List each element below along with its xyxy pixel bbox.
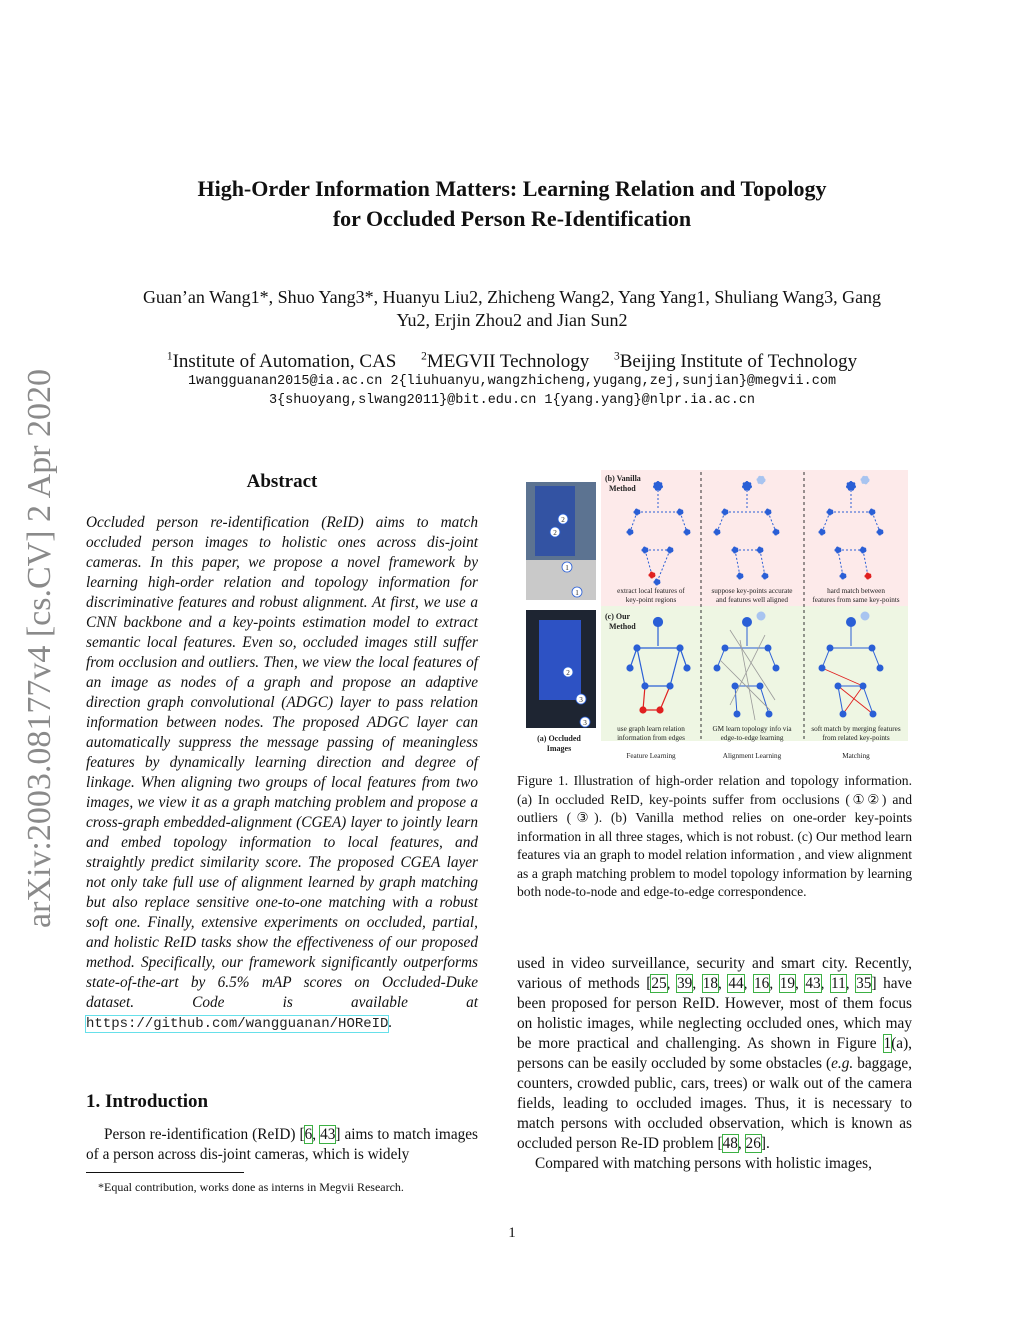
figure-ref-link[interactable]: 1 <box>883 1035 892 1052</box>
caption-b-3-2: features from same key-points <box>812 596 900 604</box>
caption-c-1: use graph learn relation <box>617 725 685 733</box>
abstract-body <box>86 513 478 1034</box>
citation-link[interactable]: 43 <box>805 975 821 992</box>
caption-b-3: hard match between <box>827 587 885 595</box>
panel-b-label-2: Method <box>609 484 636 493</box>
caption-b-2: suppose key-points accurate <box>711 587 793 595</box>
arxiv-id: arXiv:2003.08177v4 [cs.CV] 2 Apr 2020 <box>21 368 58 928</box>
stage-label-matching: Matching <box>842 752 870 760</box>
citation-link[interactable]: 26 <box>745 1135 761 1152</box>
paragraph: used in video surveillance, security and smart city. Recently, various of methods [25, 39, 18, 44, 16, 19, 43, 11, 35] have been proposed for person ReID. However, most of them focus on holistic images, while neglecting occluded ones, which may be more practical and challenging. As shown in Figure 1(a), persons can be easily occluded by some obstacles (e.g. baggage, counters, crowded public, cars, trees) or walk out of the camera fields, leading to occluded images. Thus, it is necessary to match persons with occluded observation, which is known as occluded person Re-ID problem [48, 26]. <box>517 955 912 1152</box>
svg-text:2: 2 <box>553 529 557 537</box>
svg-text:3: 3 <box>583 719 587 727</box>
code-link[interactable]: https://github.com/wangguanan/HOReID <box>86 1016 389 1032</box>
paper-title <box>0 174 1024 234</box>
caption-c-2: GM learn topology info via <box>712 725 792 733</box>
svg-text:2: 2 <box>566 669 570 677</box>
section-heading-introduction: 1. Introduction <box>86 1091 209 1112</box>
caption-c-3-2: from related key-points <box>822 734 890 742</box>
citation-link[interactable]: 44 <box>728 975 744 992</box>
caption-c-3: soft match by merging features <box>811 725 901 733</box>
panel-a-label: (a) Occluded <box>537 734 581 743</box>
panel-c-background <box>601 606 908 741</box>
emails-line-1: 1wangguanan2015@ia.ac.cn 2{liuhuanyu,wangzhicheng,yugang,zej,sunjian}@megvii.com <box>187 374 837 389</box>
page-number: 1 <box>508 1225 516 1241</box>
svg-text:3: 3 <box>579 696 583 704</box>
caption-b-1-2: key-point regions <box>625 596 677 604</box>
panel-c-label: (c) Our <box>605 612 631 621</box>
authors-line-1: Guan’an Wang1*, Shuo Yang3*, Huanyu Liu2, Zhicheng Wang2, Yang Yang1, Shuliang Wang3, Gang <box>142 287 882 307</box>
stage-label-feature-learning: Feature Learning <box>626 752 676 760</box>
citation-link[interactable]: 48 <box>722 1135 738 1152</box>
svg-text:1: 1 <box>565 564 569 572</box>
right-column-body <box>517 954 912 1174</box>
abstract-end: . <box>388 1014 393 1031</box>
footnote: *Equal contribution, works done as interns in Megvii Research. <box>98 1180 404 1194</box>
paragraph: Compared with matching persons with holistic images, <box>535 1155 872 1172</box>
caption-b-1: extract local features of <box>617 587 685 595</box>
authors-line-2: Yu2, Erjin Zhou2 and Jian Sun2 <box>396 310 628 330</box>
affiliation-2: $^2$MEGVII Technology <box>421 351 590 373</box>
abstract-heading: Abstract <box>246 471 318 492</box>
figure-caption: Figure 1. Illustration of high-order relation and topology information. (a) In occluded ReID, key-points suffer from occlusions (①②) and outliers (③). (b) Vanilla method relies on one-order key-points information in all three stages, which is not robust. (c) Our method learn features via an graph to model relation information , and view alignment as a graph matching problem to model topology information by learning both node-to-node and edge-to-edge correspondence. <box>517 773 912 899</box>
citation-link[interactable]: 19 <box>779 975 795 992</box>
affiliation-3: $^3$Beijing Institute of Technology <box>614 351 858 373</box>
citation-link[interactable]: 25 <box>651 975 667 992</box>
panel-b-label: (b) Vanilla <box>605 474 641 483</box>
citation-link[interactable]: 43 <box>320 1126 336 1143</box>
emails-line-2: 3{shuoyang,slwang2011}@bit.edu.cn 1{yang.yang}@nlpr.ia.ac.cn <box>268 393 756 408</box>
panel-a-label-2: Images <box>546 744 572 753</box>
affiliation-1: $^1$Institute of Automation, CAS <box>166 351 397 373</box>
stage-label-alignment-learning: Alignment Learning <box>722 752 782 760</box>
panel-c-label-2: Method <box>609 622 636 631</box>
citation-link[interactable]: 16 <box>754 975 770 992</box>
panel-b-background <box>601 470 908 606</box>
citation-link[interactable]: 18 <box>702 975 718 992</box>
citation-link[interactable]: 6 <box>304 1126 313 1143</box>
author-list <box>80 286 944 332</box>
caption-b-2-2: and features well aligned <box>715 596 789 604</box>
footnote-rule <box>86 1172 244 1173</box>
abstract-text: Occluded person re-identification (ReID) aims to match occluded person images to holistic ones across dis-joint cameras. In this paper, we propose a novel framework by learning high-order relation and topology information for discriminative features and robust alignment. At first, we use a CNN backbone and a key-points estimation model to extract semantic local features. Even so, occluded images still suffer from occlusion and outliers. Then, we view the local features of an image as nodes of a graph and propose an adaptive direction graph convolutional (ADGC) layer to pass relation information between nodes. The proposed ADGC layer can automatically suppress the message passing of meaningless features by dynamically learning direction and degree of linkage. When aligning two groups of local features from two images, we view it as a graph matching problem and propose a cross-graph embedded-alignment (CGEA) layer to jointly learn and embed topology information to local features, and straightly predict similarity score. The proposed CGEA layer not only take full use of alignment learned by graph matching but also replace sensitive one-to-one matching with a robust soft one. Finally, extensive experiments on occluded, partial, and holistic ReID tasks show the effectiveness of our proposed method. Specifically, our framework significantly outperforms state-of-the-art by 6.5% mAP scores on Occluded-Duke dataset. Code is available at <box>86 514 478 1011</box>
caption-c-1-2: information from edges <box>617 734 685 742</box>
citation-link[interactable]: 11 <box>831 975 846 992</box>
title-line-1: High-Order Information Matters: Learning Relation and Topology <box>197 176 827 201</box>
figure-1 <box>525 470 908 762</box>
caption-c-2-2: edge-to-edge learning <box>720 734 784 742</box>
citation-link[interactable]: 39 <box>677 975 693 992</box>
svg-text:1: 1 <box>575 589 579 597</box>
title-line-2: for Occluded Person Re-Identification <box>332 206 692 231</box>
intro-paragraph: Person re-identification (ReID) [6, 43] aims to match images of a person across dis-joint cameras, which is widely <box>86 1126 478 1163</box>
citation-link[interactable]: 35 <box>856 975 872 992</box>
arxiv-stamp <box>12 360 60 930</box>
svg-text:2: 2 <box>561 516 565 524</box>
affiliations <box>0 351 1024 373</box>
